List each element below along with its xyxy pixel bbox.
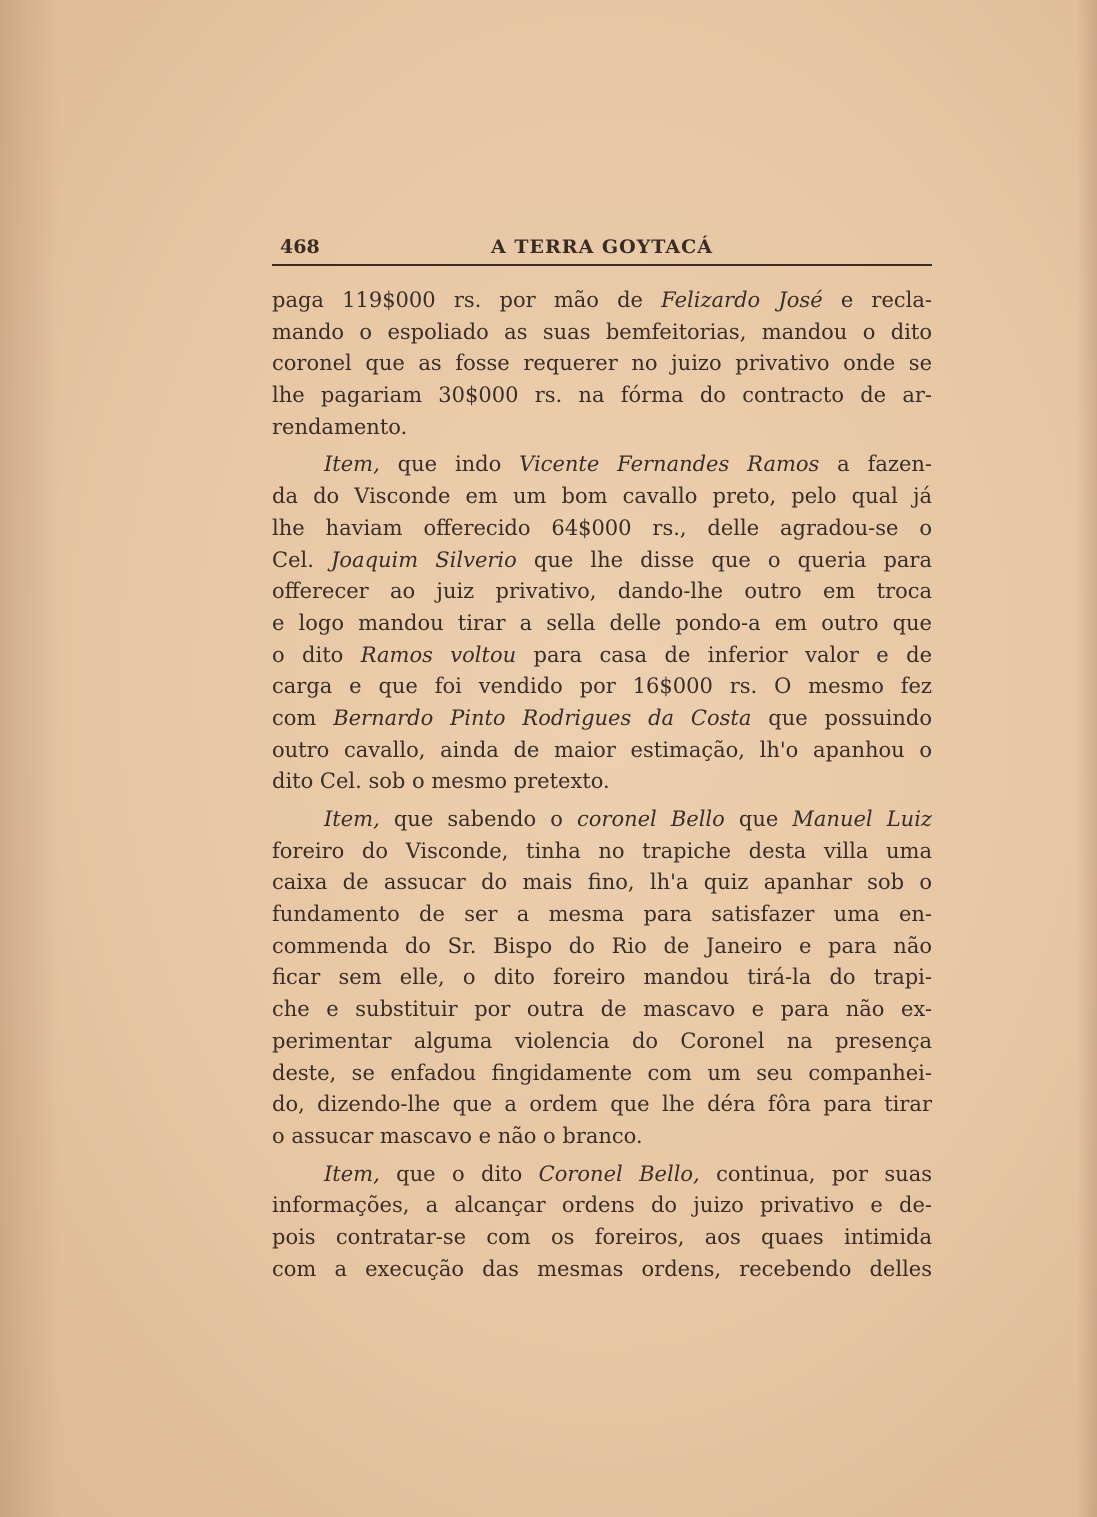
text-line bbox=[272, 899, 932, 931]
text-line bbox=[272, 285, 932, 317]
text-run: do, dizendo-lhe que a ordem que lhe déra fôra para tirar bbox=[272, 1092, 932, 1117]
italic-name: Item, bbox=[324, 452, 380, 477]
running-header bbox=[272, 234, 932, 266]
text-run: lhe haviam offerecido 64$000 rs., delle agradou-se o bbox=[272, 515, 932, 540]
italic-name: Item, bbox=[324, 1161, 380, 1186]
text-run: coronel que as fosse requerer no juizo privativo onde se bbox=[272, 351, 932, 376]
page-edge bbox=[1077, 0, 1097, 1517]
italic-name: Vicente Fernandes Ramos bbox=[519, 452, 820, 477]
text-run: lhe pagariam 30$000 rs. na fórma do contracto de ar- bbox=[272, 383, 932, 408]
text-line bbox=[272, 994, 932, 1026]
text-line bbox=[272, 703, 932, 735]
text-run: que lhe disse que o queria para bbox=[516, 547, 932, 572]
text-run: continua, por suas bbox=[699, 1161, 932, 1186]
text-line bbox=[272, 608, 932, 640]
text-line bbox=[272, 836, 932, 868]
text-run: Cel. bbox=[272, 547, 331, 572]
text-line bbox=[272, 867, 932, 899]
text-run: com a execução das mesmas ordens, recebendo delles bbox=[272, 1256, 932, 1281]
text-run: fundamento de ser a mesma para satisfazer uma en- bbox=[272, 902, 932, 927]
text-line bbox=[272, 576, 932, 608]
text-run: deste, se enfadou fingidamente com um seu companhei- bbox=[272, 1060, 932, 1085]
text-run: dito Cel. sob o mesmo pretexto. bbox=[272, 769, 610, 794]
page-number: 468 bbox=[280, 236, 320, 258]
text-line bbox=[272, 545, 932, 577]
text-line bbox=[272, 1058, 932, 1090]
text-run: carga e que foi vendido por 16$000 rs. O mesmo fez bbox=[272, 674, 932, 699]
italic-name: Coronel Bello, bbox=[538, 1161, 700, 1186]
text-line bbox=[272, 962, 932, 994]
text-run: que o dito bbox=[379, 1161, 539, 1186]
text-line bbox=[272, 317, 932, 349]
italic-name: Ramos voltou bbox=[360, 642, 517, 667]
text-run: pois contratar-se com os foreiros, aos quaes intimida bbox=[272, 1224, 932, 1249]
italic-name: Manuel Luiz bbox=[792, 807, 932, 831]
text-line bbox=[272, 481, 932, 513]
text-run: commenda do Sr. Bispo do Rio de Janeiro e para não bbox=[272, 933, 932, 958]
body-text bbox=[272, 285, 932, 1285]
text-run: perimentar alguma violencia do Coronel na presença bbox=[272, 1028, 932, 1053]
text-run: que bbox=[724, 807, 793, 831]
text-line bbox=[272, 1190, 932, 1222]
paragraph bbox=[272, 1159, 932, 1286]
text-line bbox=[272, 1159, 932, 1191]
running-title: A TERRA GOYTACÁ bbox=[491, 236, 713, 258]
text-line bbox=[272, 412, 932, 444]
italic-name: Bernardo Pinto Rodrigues da Costa bbox=[333, 705, 752, 730]
text-run: offerecer ao juiz privativo, dando-lhe outro em troca bbox=[272, 579, 932, 604]
text-line bbox=[272, 804, 932, 836]
text-run: com bbox=[272, 705, 334, 730]
text-line bbox=[272, 766, 932, 798]
text-run: que sabendo o bbox=[379, 807, 577, 831]
text-run: e logo mandou tirar a sella delle pondo-a em outro que bbox=[272, 610, 932, 635]
text-run: outro cavallo, ainda de maior estimação, lh'o apanhou o bbox=[272, 737, 932, 762]
text-line bbox=[272, 1121, 932, 1153]
text-run: foreiro do Visconde, tinha no trapiche desta villa uma bbox=[272, 838, 932, 863]
text-run: informações, a alcançar ordens do juizo privativo e de- bbox=[272, 1193, 932, 1218]
text-run: ficar sem elle, o dito foreiro mandou tirá-la do trapi- bbox=[272, 965, 932, 990]
text-run: mando o espoliado as suas bemfeitorias, mandou o dito bbox=[272, 319, 932, 344]
italic-name: Item, bbox=[324, 807, 380, 831]
text-run: paga 119$000 rs. por mão de bbox=[272, 288, 662, 312]
text-run: que indo bbox=[379, 452, 520, 477]
italic-name: Joaquim Silverio bbox=[331, 547, 517, 572]
text-run: caixa de assucar do mais fino, lh'a quiz apanhar sob o bbox=[272, 870, 932, 895]
text-run: para casa de inferior valor e de bbox=[516, 642, 933, 667]
text-line bbox=[272, 1222, 932, 1254]
text-run: rendamento. bbox=[272, 414, 408, 439]
paragraph bbox=[272, 449, 932, 798]
text-line bbox=[272, 735, 932, 767]
text-run: o assucar mascavo e não o branco. bbox=[272, 1123, 643, 1148]
italic-name: Felizardo José bbox=[661, 288, 823, 312]
text-line bbox=[272, 931, 932, 963]
text-run: a fazen- bbox=[819, 452, 933, 477]
text-line bbox=[272, 640, 932, 672]
text-line bbox=[272, 1254, 932, 1286]
spine-shadow bbox=[0, 0, 60, 1517]
text-run: que possuindo bbox=[751, 705, 932, 730]
text-line bbox=[272, 348, 932, 380]
text-line bbox=[272, 1089, 932, 1121]
text-line bbox=[272, 671, 932, 703]
paragraph bbox=[272, 804, 932, 1153]
text-line bbox=[272, 1026, 932, 1058]
text-run: e recla- bbox=[822, 288, 932, 312]
paragraph bbox=[272, 285, 932, 443]
text-run: o dito bbox=[272, 642, 361, 667]
text-line bbox=[272, 449, 932, 481]
text-run: da do Visconde em um bom cavallo preto, pelo qual já bbox=[272, 484, 932, 509]
italic-name: coronel Bello bbox=[577, 807, 725, 831]
text-line bbox=[272, 380, 932, 412]
text-line bbox=[272, 513, 932, 545]
text-run: che e substituir por outra de mascavo e para não ex- bbox=[272, 997, 932, 1022]
